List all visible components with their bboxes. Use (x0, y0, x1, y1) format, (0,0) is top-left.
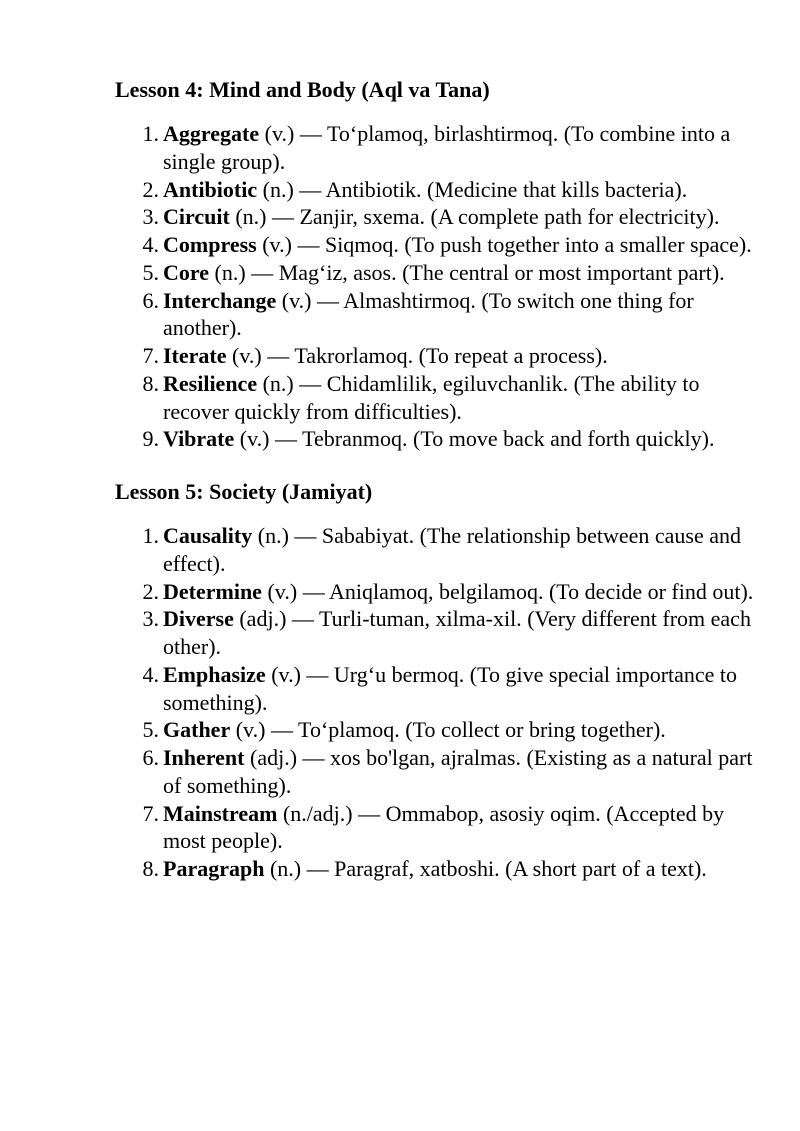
uzbek-translation: Turli-tuman, xilma-xil. (319, 606, 522, 632)
uzbek-translation: Ommabop, asosiy oqim. (385, 800, 601, 826)
uzbek-translation: Aniqlamoq, belgilamoq. (328, 578, 544, 604)
vocab-term: Inherent (163, 745, 245, 770)
vocab-term: Paragraph (163, 856, 265, 881)
english-definition: (To repeat a process). (418, 343, 608, 368)
english-definition: (Accepted by most people). (163, 800, 725, 854)
uzbek-translation: Mag‘iz, asos. (278, 259, 397, 285)
vocab-term: Core (163, 259, 210, 285)
vocab-term: Emphasize (163, 661, 266, 687)
vocab-item: 1. Causality (n.) — Sababiyat. (The relationship between cause and effect). (115, 522, 760, 578)
item-number: 1. (142, 523, 159, 548)
vocab-item: 6. Interchange (v.) — Almashtirmoq. (To switch one thing for another). (115, 287, 760, 343)
english-definition: (The central or most important part). (402, 259, 725, 285)
part-of-speech: (n.) (257, 523, 289, 548)
item-number: 3. (142, 606, 159, 632)
uzbek-translation: To‘plamoq. (298, 717, 400, 743)
vocab-item: 8. Resilience (n.) — Chidamlilik, egiluvchanlik. (The ability to recover quickly from difficulties). (115, 370, 760, 426)
uzbek-translation: Chidamlilik, egiluvchanlik. (326, 370, 569, 396)
english-definition: (To collect or bring together). (405, 717, 666, 743)
vocab-term: Aggregate (163, 121, 260, 146)
vocab-term: Interchange (163, 287, 277, 313)
item-number: 4. (142, 661, 159, 687)
part-of-speech: (n.) (262, 176, 294, 202)
part-of-speech: (n./adj.) (282, 800, 353, 826)
vocab-term: Diverse (163, 606, 234, 632)
item-number: 8. (142, 370, 159, 396)
vocab-item: 5. Gather (v.) — To‘plamoq. (To collect or bring together). (115, 716, 760, 744)
vocab-item: 6. Inherent (adj.) — xos bo'lgan, ajralmas. (Existing as a natural part of something). (115, 744, 760, 800)
english-definition: (To decide or find out). (548, 578, 754, 604)
part-of-speech: (adj.) (250, 745, 298, 770)
item-number: 8. (142, 856, 159, 881)
english-definition: (The relationship between cause and effect). (163, 523, 741, 576)
vocab-item: 2. Antibiotic (n.) — Antibiotik. (Medicine that kills bacteria). (115, 176, 760, 204)
uzbek-translation: Zanjir, sxema. (299, 204, 426, 230)
vocab-term: Resilience (163, 370, 258, 396)
vocab-term: Antibiotic (163, 176, 258, 202)
english-definition: (A complete path for electricity). (430, 204, 720, 230)
item-number: 6. (142, 287, 159, 313)
uzbek-translation: Antibiotik. (325, 176, 422, 202)
part-of-speech: (v.) (235, 717, 266, 743)
part-of-speech: (n.) (214, 259, 246, 285)
vocab-item: 8. Paragraph (n.) — Paragraf, xatboshi. (A short part of a text). (115, 855, 760, 883)
english-definition: (A short part of a text). (505, 856, 707, 881)
english-definition: (To give special importance to something). (163, 661, 738, 715)
vocab-term: Causality (163, 523, 253, 548)
item-number: 2. (142, 578, 159, 604)
vocab-item: 2. Determine (v.) — Aniqlamoq, belgilamoq. (To decide or find out). (115, 578, 760, 606)
item-number: 1. (142, 121, 159, 146)
part-of-speech: (v.) (232, 343, 262, 368)
english-definition: (Medicine that kills bacteria). (427, 176, 688, 202)
lesson-4-vocab-list (115, 120, 760, 453)
lesson-5-vocab-list (115, 522, 760, 883)
vocab-item: 1. Aggregate (v.) — To‘plamoq, birlashtirmoq. (To combine into a single group). (115, 120, 760, 176)
item-number: 3. (142, 204, 159, 230)
part-of-speech: (n.) (262, 370, 294, 396)
item-number: 9. (142, 426, 159, 452)
vocab-item: 3. Diverse (adj.) — Turli-tuman, xilma-xil. (Very different from each other). (115, 605, 760, 661)
item-number: 5. (142, 259, 159, 285)
uzbek-translation: Urg‘u bermoq. (333, 661, 465, 687)
uzbek-translation: Takrorlamoq. (294, 343, 414, 368)
item-number: 2. (142, 176, 159, 202)
vocab-item: 9. Vibrate (v.) — Tebranmoq. (To move back and forth quickly). (115, 425, 760, 453)
uzbek-translation: xos bo'lgan, ajralmas. (330, 745, 521, 770)
lesson-4-heading: Lesson 4: Mind and Body (Aql va Tana) (115, 77, 490, 102)
uzbek-translation: Sababiyat. (321, 523, 415, 548)
vocab-term: Compress (163, 232, 257, 257)
english-definition: (To switch one thing for another). (163, 287, 694, 341)
uzbek-translation: Paragraf, xatboshi. (334, 856, 500, 881)
part-of-speech: (n.) (235, 204, 267, 230)
vocab-item: 3. Circuit (n.) — Zanjir, sxema. (A complete path for electricity). (115, 203, 760, 231)
item-number: 5. (142, 717, 159, 743)
vocab-item: 7. Mainstream (n./adj.) — Ommabop, asosiy oqim. (Accepted by most people). (115, 800, 760, 856)
vocab-item: 7. Iterate (v.) — Takrorlamoq. (To repeat a process). (115, 342, 760, 370)
part-of-speech: (v.) (262, 232, 292, 257)
part-of-speech: (v.) (271, 661, 301, 687)
english-definition: (To move back and forth quickly). (413, 426, 715, 452)
english-definition: (Existing as a natural part of something). (163, 745, 753, 798)
english-definition: (To push together into a smaller space). (404, 232, 752, 257)
english-definition: (The ability to recover quickly from difficulties). (163, 370, 700, 424)
english-definition: (To combine into a single group). (163, 121, 731, 174)
vocab-item: 4. Compress (v.) — Siqmoq. (To push together into a smaller space). (115, 231, 760, 259)
vocab-item: 4. Emphasize (v.) — Urg‘u bermoq. (To give special importance to something). (115, 661, 760, 717)
part-of-speech: (v.) (239, 426, 270, 452)
vocab-term: Gather (163, 717, 231, 743)
item-number: 4. (142, 232, 159, 257)
vocab-term: Circuit (163, 204, 230, 230)
english-definition: (Very different from each other). (163, 606, 751, 659)
item-number: 7. (142, 800, 159, 826)
item-number: 7. (142, 343, 159, 368)
vocab-term: Determine (163, 578, 262, 604)
part-of-speech: (v.) (281, 287, 312, 313)
part-of-speech: (v.) (267, 578, 298, 604)
part-of-speech: (n.) (269, 856, 302, 881)
uzbek-translation: To‘plamoq, birlashtirmoq. (326, 121, 559, 146)
part-of-speech: (v.) (264, 121, 295, 146)
vocab-term: Vibrate (163, 426, 235, 452)
vocab-term: Mainstream (163, 800, 278, 826)
lesson-5-heading: Lesson 5: Society (Jamiyat) (115, 479, 373, 504)
part-of-speech: (adj.) (239, 606, 287, 632)
uzbek-translation: Almashtirmoq. (343, 287, 476, 313)
vocab-term: Iterate (163, 343, 227, 368)
uzbek-translation: Tebranmoq. (302, 426, 408, 452)
uzbek-translation: Siqmoq. (324, 232, 399, 257)
item-number: 6. (142, 745, 159, 770)
vocab-item: 5. Core (n.) — Mag‘iz, asos. (The central or most important part). (115, 259, 760, 287)
